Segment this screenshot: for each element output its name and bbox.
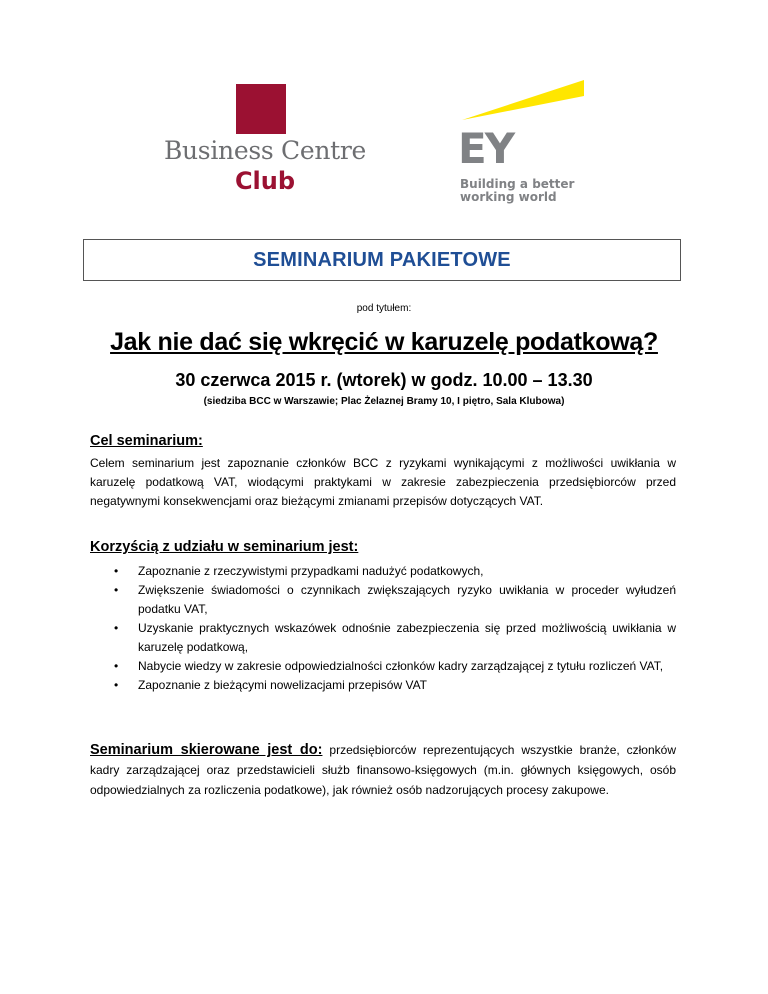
audience-text: przedsiębiorców reprezentujących wszystkie branże, członków kadry zarządzającej oraz przedstawicieli służb finansowo-księgowych (m.in. głównych księgowych, osób odpowiedzialnych za rozliczenia podatkowe), jak również osób nadzorujących procesy zakupowe. xyxy=(90,743,676,797)
seminar-type-title: SEMINARIUM PAKIETOWE xyxy=(253,248,511,271)
goal-text: Celem seminarium jest zapoznanie członków BCC z ryzykami wynikającymi z możliwości uwikłania w karuzelę podatkową VAT, wiodącymi praktykami w zakresie zabezpieczenia przedsiębiorców przed negatywnymi konsekwencjami oraz bieżącymi zmianami przepisów dotyczących VAT. xyxy=(90,456,676,508)
bcc-logo xyxy=(150,84,380,200)
list-item xyxy=(90,619,676,657)
list-item xyxy=(90,657,676,676)
event-venue: (siedziba BCC w Warszawie; Plac Żelaznej Bramy 10, I piętro, Sala Klubowa) xyxy=(203,396,565,407)
list-item xyxy=(90,581,676,619)
ey-tagline-line-1: Building a better xyxy=(460,177,575,191)
bullet-icon: • xyxy=(114,659,119,673)
ey-beam-icon xyxy=(458,78,588,122)
audience-heading: Seminarium skierowane jest do: xyxy=(90,742,323,758)
bullet-icon: • xyxy=(114,678,119,692)
bullet-icon: • xyxy=(114,564,119,578)
subtitle: pod tytułem: xyxy=(356,303,412,314)
list-item-text: Uzyskanie praktycznych wskazówek odnośnie zabezpieczenia się przed możliwością uwikłania w karuzelę podatkową, xyxy=(138,621,676,654)
bcc-logo-club: Club xyxy=(234,167,296,195)
benefits-heading: Korzyścią z udziału w seminarium jest: xyxy=(90,539,359,555)
bcc-logo-square xyxy=(236,84,286,134)
page-title: Jak nie dać się wkręcić w karuzelę podatkową? xyxy=(110,328,658,356)
list-item-text: Zapoznanie z bieżącymi nowelizacjami przepisów VAT xyxy=(138,678,428,692)
list-item xyxy=(90,676,676,695)
bcc-logo-name: Business Centre xyxy=(163,136,367,165)
ey-logo xyxy=(458,78,598,208)
benefits-list xyxy=(90,562,676,695)
ey-logo-tagline xyxy=(460,178,600,204)
list-item-text: Zwiększenie świadomości o czynnikach zwiększających ryzyko uwikłania w proceder wyłudzeń podatku VAT, xyxy=(138,583,676,616)
ey-tagline-line-2: working world xyxy=(460,190,557,204)
bullet-icon: • xyxy=(114,583,119,597)
bullet-icon: • xyxy=(114,621,119,635)
list-item xyxy=(90,562,676,581)
ey-logo-mark: EY xyxy=(458,124,514,173)
event-date: 30 czerwca 2015 r. (wtorek) w godz. 10.00 – 13.30 xyxy=(175,370,593,390)
list-item-text: Zapoznanie z rzeczywistymi przypadkami nadużyć podatkowych, xyxy=(138,564,484,578)
goal-heading: Cel seminarium: xyxy=(90,433,203,449)
list-item-text: Nabycie wiedzy w zakresie odpowiedzialności członków kadry zarządzającej z tytułu rozliczeń VAT, xyxy=(138,659,664,673)
audience-paragraph xyxy=(90,740,676,800)
seminar-type-box xyxy=(83,239,681,281)
